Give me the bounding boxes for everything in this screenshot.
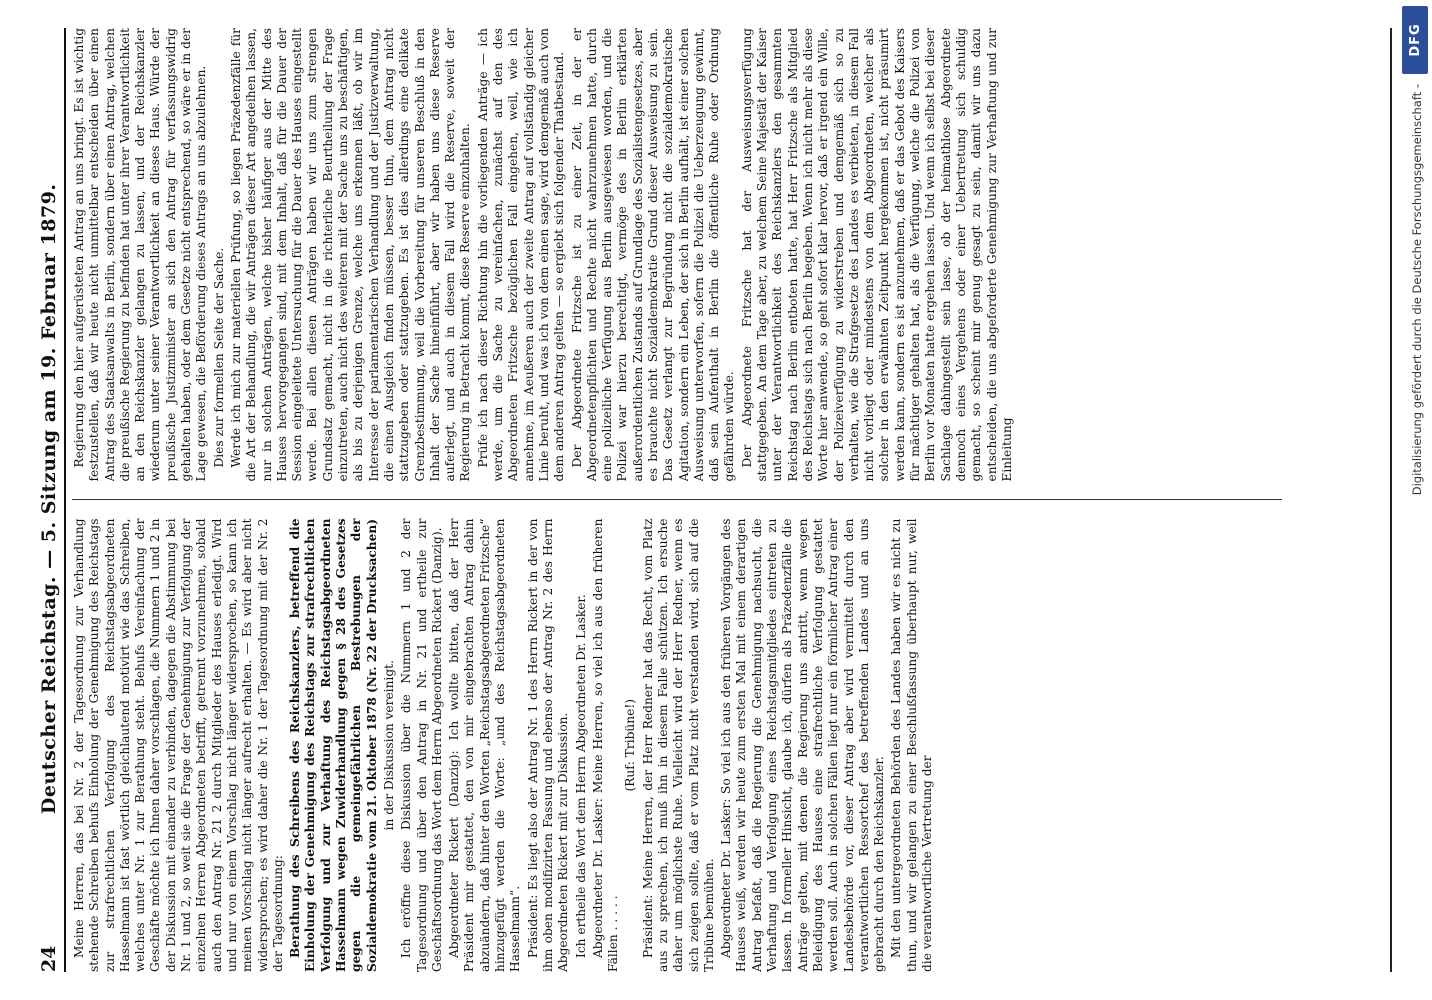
paragraph: Werde ich mich zur materiellen Prüfung, so liegen Präzedenzfälle für die Art der Behandlung, die wir Anträgen dieser Art angedeihen lassen, nur in solchen Anträgen, welche bisher häufiger aus der Mitte des Hauses hervorgegangen sind, mit dem Inhalt, daß für die Dauer der Session eingeleitete Untersuchung für die Dauer des Hauses eingestellt werde. Bei allen diesen Anträgen haben wir uns zum strengen Grundsatz gemacht, nicht in die richterliche Beurtheilung der Frage einzutreten, auch nicht des weiteren mit der Sache uns zu beschäftigen, als bis zu derjenigen Grenze, welche uns erkennen läßt, ob wir im Interesse der parlamentarischen Verhandlung und der Justizverwaltung, die einen Ausgleich finden müssen, besser thun, dem Antrag nicht stattzugeben oder stattzugeben. Es ist dies allerdings eine delikate Grenzbestimmung, weil die Vorbereitung für unseren Beschluß in den Inhalt der Sache hineinführt, aber wir haben uns diese Reserve auferlegt, und auch in diesem Fall wird die Reserve, soweit der Regierung in Betracht kommt, diese Reserve einzuhalten. (228, 28, 473, 482)
page-header (20, 28, 66, 972)
paragraph: Prüfe ich nach dieser Richtung hin die vorliegenden Anträge — ich werde, um die Sache zu vereinfachen, zunächst auf den des Abgeordneten Fritzsche bezüglichen Fall eingehen, weil, wie ich annehme, im Aeußeren auch der zweite Antrag auf vollständig gleicher Linie beruht, und was ich von dem einen sage, wird demgemäß auch von dem anderen Antrag gelten — so ergiebt sich folgender Thatbestand. (475, 28, 567, 482)
paragraph: Abgeordneter Rickert (Danzig): Ich wollte bitten, daß der Herr Präsident mir gestattet, den von mir eingebrachten Antrag dahin abzuändern, daß hinter den Worten „Reichstagsabgeordneten Fritzsche“ hinzugefügt werden die Worte: „und des Reichstagsabgeordneten Hasselmann“. (447, 518, 523, 972)
digitization-note: Digitalisierung gefördert durch die Deutsche Forschungsgemeinschaft - (1410, 84, 1424, 496)
right-column (72, 28, 1282, 482)
paragraph: Berathung des Schreibens des Reichskanzlers, betreffend die Einholung der Genehmigung des Reichstags zur strafrechtlichen Verfolgung und zur Verhaftung des Reichstagsabgeordneten Hasselmann wegen Zuwiderhandlung gegen § 28 des Gesetzes gegen die gemeingefährlichen Bestrebungen der Sozialdemokratie vom 21. Oktober 1878 (Nr. 22 der Drucksachen) (288, 518, 379, 972)
paragraph: Der Abgeordnete Fritzsche ist zu einer Zeit, in der er Abgeordnetenpflichten und Rechte nicht wahrzunehmen hatte, durch eine polizeiliche Verfügung aus Berlin ausgewiesen worden, und die Polizei war hierzu berechtigt, vermöge des in Berlin erklärten außerordentlichen Zustands auf Grundlage des Sozialistengesetzes, aber es brauchte nicht Sozialdemokratie Grund dieser Ausweisung zu sein. Das Gesetz verlangt zur Begründung nicht die sozialdemokratische Agitation, sondern ein Leben, der sich in Berlin aufhält, ist einer solchen Ausweisung unterworfen, sofern die Polizei die Ueberzeugung gewinnt, daß sein Aufenthalt in Berlin die öffentliche Ruhe oder Ordnung gefährden würde. (569, 28, 737, 482)
paragraph: Präsident: Es liegt also der Antrag Nr. 1 des Herrn Rickert in der von ihm oben modifizirten Fassung und ebenso der Antrag Nr. 2 des Herrn Abgeordneten Rickert mit zur Diskussion. (525, 518, 571, 972)
paragraph: Ich ertheile das Wort dem Herrn Abgeordneten Dr. Lasker. (573, 594, 588, 958)
left-column (72, 519, 1282, 973)
column-divider (72, 500, 1282, 501)
paragraph: Abgeordneter Dr. Lasker: Meine Herren, so viel ich aus den früheren Fällen . . . . . (590, 518, 621, 972)
paragraph: Meine Herren, das bei Nr. 2 der Tagesordnung zur Verhandlung stehende Schreiben behufs Einholung der Genehmigung des Reichstags zur strafrechtlichen Verfolgung des Reichstagsabgeordneten Hasselmann ist fast wörtlich gleichlautend motivirt wie das Schreiben, welches unter Nr. 1 zur Berathung steht. Behufs Vereinfachung der Geschäfte möchte ich Ihnen daher vorschlagen, die Nummern 1 und 2 in der Diskussion mit einander zu verbinden, dagegen die Abstimmung bei Nr. 1 und 2, so weit sie die Frage der Genehmigung zur Verfolgung der einzelnen Herren Abgeordneten betrifft, getrennt vorzunehmen, sobald auch den Antrag Nr. 21 2 durch Mitglieder des Hauses erledigt. Wird und nur von einem Vorschlag nicht länger widersprochen, so kann ich meinen Vorschlag nicht länger aufrecht erhalten. — Es wird aber nicht widersprochen; es wird daher die Nr. 1 der Tagesordnung mit der Nr. 2 der Tagesordnung: (72, 518, 285, 972)
paragraph: Abgeordneter Dr. Lasker: So viel ich aus den früheren Vorgängen des Hauses weiß, werden wir heute zum ersten Mal mit einem derartigen Antrag befaßt, daß die Regierung die Genehmigung nachsucht, die Verhaftung und Verfolgung eines Reichstagsmitgliedes eintreten zu lassen. In formeller Hinsicht, glaube ich, dürfen als Präzedenzfälle die Anträge gelten, mit denen die Regierung uns antritt, wenn wegen Beleidigung des Hauses eine strafrechtliche Verfolgung gestattet werden soll. Auch in solchen Fällen liegt nur ein förmlicher Antrag einer Landesbehörde vor, dieser Antrag aber wird vermittelt durch den verantwortlichen Ressortchef des betreffenden Landes und an uns gebracht durch den Reichskanzler. (719, 518, 887, 972)
dfg-logo: DFG (1402, 6, 1428, 74)
paragraph: Mit den untergeordneten Behörden des Landes haben wir es nicht zu thun, und wir gelangen zu einer Beschlußfassung überhaupt nur, weil die verantwortliche Vertretung der (889, 518, 935, 972)
digitization-footer (1292, 0, 1432, 1000)
paragraph: Regierung den hier aufgerüsteten Antrag an uns bringt. Es ist wichtig festzustellen, daß wir heute nicht unmittelbar entscheiden über einen Antrag des Staatsanwalts in Berlin, sondern über einen Antrag, welchen die preußische Regierung zu befinden hat unter ihrer Verantwortlichkeit an den Reichskanzler gelangen zu lassen, und der Reichskanzler wiederum unter seiner Verantwortlichkeit an dieses Haus. Würde der preußische Justizminister an sich den Antrag für verfassungswidrig gehalten haben, oder dem Gesetze nicht entsprechend, so wäre er in der Lage gewesen, die Beförderung dieses Antrags an uns abzulehnen. (72, 28, 209, 482)
paragraph: Ich eröffne diese Diskussion über die Nummern 1 und 2 der Tagesordnung und über den Antrag in Nr. 21 und ertheile zur Geschäftsordnung das Wort dem Herrn Abgeordneten Rickert (Danzig). (399, 518, 444, 972)
paragraph: Präsident: Meine Herren, der Herr Redner hat das Recht, vom Platz aus zu sprechen, ich muß ihn in diesem Falle schützen. Ich ersuche daher um möglichste Ruhe. Vielleicht wird der Herr Redner, wenn es sich zeigen sollte, daß er vom Platz nicht verstanden wird, sich auf die Tribüne bemühen. (640, 518, 716, 972)
text-columns (72, 28, 1282, 972)
page-number: 24 (38, 945, 60, 972)
paragraph: (Ruf: Tribüne!) (623, 699, 638, 792)
paragraph: Der Abgeordnete Fritzsche hat der Ausweisungsverfügung stattgegeben. An dem Tage aber, zu welchem Seine Majestät der Kaiser unter der Verantwortlichkeit des Reichskanzlers den gesammten Reichstag nach Berlin entboten hatte, hat Herr Fritzsche als Mitglied des Reichstags sich nach Berlin begeben. Wenn ich nicht mehr als diese Worte hier anwende, so geht sofort klar hervor, daß er irgend ein Wille, der Polizeiverfügung zu widerstreben und demgemäß sich so zu verhalten, wie die Strafgesetze des Landes es verbieten, in diesem Fall nicht vorliegt oder mindestens von dem Abgeordneten, welcher als solcher in den erwähnten Zeitpunkt hergekommen ist, nicht präsumirt werden kann, sondern es ist anzunehmen, daß er das Gebot des Kaisers für mächtiger gehalten hat, als die Verfügung, welche die Polizei von Berlin vor Monaten hatte ergehen lassen. Und wenn ich selbst bei dieser Sachlage dahingestellt sein lasse, ob der heimathlose Abgeordnete dennoch eines Vergehens oder einer Uebertretung sich schuldig gemacht, so scheint mir genug gesagt zu sein, damit wir uns dazu entscheiden, die uns abgeforderte Genehmigung zur Verhaftung und zur Einleitung (739, 28, 1014, 482)
page-title: Deutscher Reichstag. — 5. Sitzung am 19. Februar 1879. (38, 183, 60, 815)
paragraph: in der Diskussion vereinigt. (381, 660, 396, 831)
paragraph: Dies zur formellen Seite der Sache. (211, 247, 226, 468)
